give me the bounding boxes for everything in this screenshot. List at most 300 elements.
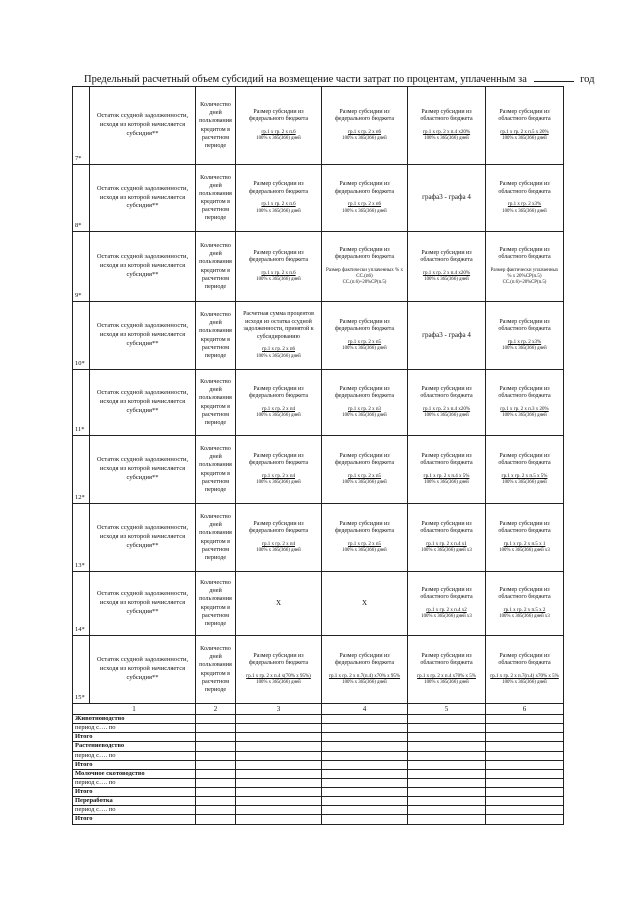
cell-col-3 <box>236 87 322 165</box>
cell-caption: Размер субсидии из федерального бюджета <box>248 520 309 535</box>
summary-cell <box>408 806 486 815</box>
cell-text: графа3 - графа 4 <box>422 193 471 202</box>
summary-cell <box>236 806 322 815</box>
formula-denominator: 100% х 365(366) дней <box>424 413 469 419</box>
cell-caption: Размер субсидии из областного бюджета <box>498 586 551 601</box>
formula-numerator: гр.1 х гр. 2 х3% <box>507 202 542 208</box>
cell-formula <box>238 202 319 214</box>
cell-caption: Размер субсидии из федерального бюджета <box>334 318 395 333</box>
formula-numerator: гр.1 х гр. 2 х п6 <box>347 129 382 135</box>
formula-denominator: 100% х 365(366) дней <box>342 208 387 214</box>
days-label: Количество дней пользования кредитом в расчетном периоде <box>199 173 232 222</box>
cell-formula <box>238 347 319 359</box>
cell-formula <box>488 268 561 286</box>
col-number-6: 6 <box>486 704 564 715</box>
summary-cell <box>408 715 486 724</box>
cell-col-4 <box>322 572 408 636</box>
ostatok-label: Остаток ссудной задолженности, исходя из которой начисляется субсидия** <box>96 322 189 347</box>
cell-col-3 <box>236 302 322 370</box>
summary-cell <box>322 724 408 733</box>
col-number-2: 2 <box>196 704 236 715</box>
formula-denominator: 100% х 365(366) дней <box>256 277 301 283</box>
formula-numerator: гр.1 х гр. 2 х п.6 <box>261 270 296 276</box>
cell-formula <box>410 407 483 419</box>
formula-numerator: гр.1 х гр. 2 х п.6 <box>261 129 296 135</box>
summary-cell <box>236 760 322 769</box>
cell-col-6 <box>486 87 564 165</box>
summary-label: период с…. по <box>73 778 196 787</box>
summary-row <box>73 715 564 724</box>
cell-days <box>196 232 236 302</box>
formula-numerator: гр.1 х гр. 2 х п.4 х1 <box>426 541 467 547</box>
cell-formula <box>410 130 483 142</box>
title-text: Предельный расчетный объем субсидий на возмещение части затрат по процентам, уплаченным за <box>84 74 527 85</box>
cell-caption: Размер субсидии из областного бюджета <box>498 452 551 467</box>
cell-text: Х <box>361 598 368 607</box>
row-number: 12* <box>73 436 90 504</box>
cell-col-3 <box>236 232 322 302</box>
cell-col-6 <box>486 302 564 370</box>
formula-denominator: 100% х 365(366) дней <box>256 548 301 554</box>
formula-numerator: гр.1 х гр. 2 х п.7(п.4) х70% х 5% <box>490 673 559 679</box>
summary-row <box>73 778 564 787</box>
formula-numerator: гр.1 х гр. 2 х п.4 х20% <box>422 129 471 135</box>
summary-cell <box>196 751 236 760</box>
formula-denominator: 100% х 365(366) дней <box>502 480 547 486</box>
row-number: 10* <box>73 302 90 370</box>
cell-formula <box>324 674 405 686</box>
formula-numerator: гр.1 х гр. 2 х п5 <box>347 541 382 547</box>
cell-caption: Размер субсидии из федерального бюджета <box>248 249 309 264</box>
cell-formula <box>488 542 561 554</box>
formula-denominator: 100% х 365(366) дней <box>502 346 547 352</box>
summary-cell <box>322 797 408 806</box>
cell-caption: Размер субсидии из областного бюджета <box>498 246 551 261</box>
cell-caption: Размер субсидии из федерального бюджета <box>248 385 309 400</box>
row-number: 9* <box>73 232 90 302</box>
days-label: Количество дней пользования кредитом в расчетном периоде <box>199 445 232 493</box>
formula-denominator: 100% х 365(366) дней <box>342 413 387 419</box>
summary-cell <box>322 778 408 787</box>
summary-cell <box>322 742 408 751</box>
summary-row <box>73 760 564 769</box>
cell-col-5 <box>408 436 486 504</box>
cell-ostatok <box>90 302 196 370</box>
row-number: 8* <box>73 165 90 232</box>
formula-numerator: гр.1 х гр. 2 х п.4 х 5% <box>423 473 470 479</box>
cell-formula <box>238 674 319 686</box>
cell-days <box>196 636 236 704</box>
table-row <box>73 572 564 636</box>
ostatok-label: Остаток ссудной задолженности, исходя из которой начисляется субсидия** <box>96 389 189 414</box>
row-number: 14* <box>73 572 90 636</box>
cell-formula <box>410 271 483 283</box>
summary-cell <box>322 769 408 778</box>
formula-denominator: СС.(п.6)+20%СР(п.5) <box>502 280 547 286</box>
summary-label: Растениеводство <box>73 742 196 751</box>
cell-ostatok <box>90 165 196 232</box>
summary-row <box>73 724 564 733</box>
ostatok-label: Остаток ссудной задолженности, исходя из которой начисляется субсидия** <box>96 656 189 681</box>
cell-col-4 <box>322 436 408 504</box>
title-suffix: год <box>580 74 595 85</box>
cell-formula <box>488 340 561 352</box>
formula-denominator: 100% х 365(366) дней <box>342 548 387 554</box>
summary-cell <box>486 742 564 751</box>
formula-numerator: гр.1 х гр. 2 х п.5 х 20% <box>500 129 549 135</box>
cell-caption: Размер субсидии из федерального бюджета <box>334 452 395 467</box>
cell-caption: Размер субсидии из областного бюджета <box>420 452 473 467</box>
summary-cell <box>236 769 322 778</box>
cell-caption: Размер субсидии из федерального бюджета <box>248 108 309 123</box>
formula-numerator: гр.1 х гр. 2 х п.5 х 1 <box>503 541 546 547</box>
cell-col-6 <box>486 572 564 636</box>
formula-denominator: 100% х 365(366) дней <box>256 136 301 142</box>
summary-cell <box>408 742 486 751</box>
formula-numerator: гр.1 х гр. 2 х п.4 х70% х 5% <box>417 673 476 679</box>
cell-formula <box>238 130 319 142</box>
row-number: 13* <box>73 504 90 572</box>
summary-cell <box>236 788 322 797</box>
cell-caption: Размер субсидии из областного бюджета <box>498 108 551 123</box>
cell-col-4 <box>322 232 408 302</box>
summary-cell <box>236 724 322 733</box>
summary-cell <box>236 715 322 724</box>
cell-caption: Размер субсидии из областного бюджета <box>498 318 551 333</box>
summary-cell <box>486 715 564 724</box>
summary-cell <box>196 724 236 733</box>
formula-denominator: 100% х 365(366) дней <box>256 208 301 214</box>
cell-formula <box>238 474 319 486</box>
formula-denominator: 100% х 365(366) дней <box>424 136 469 142</box>
formula-numerator: гр.1 х гр. 2 х п4 <box>261 473 296 479</box>
cell-formula <box>324 542 405 554</box>
summary-cell <box>322 788 408 797</box>
cell-col-4 <box>322 636 408 704</box>
cell-col-6 <box>486 165 564 232</box>
cell-caption: Размер субсидии из федерального бюджета <box>248 452 309 467</box>
formula-denominator: 100% х 365(366) дней <box>256 680 301 686</box>
cell-col-3 <box>236 165 322 232</box>
col-number-4: 4 <box>322 704 408 715</box>
cell-col-4 <box>322 165 408 232</box>
cell-formula <box>324 340 405 352</box>
cell-formula <box>410 608 483 620</box>
ostatok-label: Остаток ссудной задолженности, исходя из которой начисляется субсидия** <box>96 112 189 137</box>
formula-numerator: гр.1 х гр. 2 х п.3 х 20% <box>500 406 549 412</box>
cell-col-5 <box>408 572 486 636</box>
summary-row <box>73 806 564 815</box>
days-label: Количество дней пользования кредитом в расчетном периоде <box>199 579 232 627</box>
cell-days <box>196 370 236 436</box>
ostatok-label: Остаток ссудной задолженности, исходя из которой начисляется субсидия** <box>96 456 189 481</box>
cell-col-5 <box>408 165 486 232</box>
summary-label: период с…. по <box>73 806 196 815</box>
cell-text: графа3 - графа 4 <box>422 330 471 339</box>
cell-col-5 <box>408 504 486 572</box>
cell-days <box>196 87 236 165</box>
summary-label: Молочное скотоводство <box>73 769 196 778</box>
formula-numerator: гр.1 х гр. 2 х3% <box>507 339 542 345</box>
cell-formula <box>488 474 561 486</box>
summary-cell <box>486 778 564 787</box>
summary-cell <box>486 797 564 806</box>
formula-numerator: гр.1 х гр. 2 х п5 <box>347 339 382 345</box>
cell-col-6 <box>486 436 564 504</box>
formula-numerator: гр.1 х гр. 2 х п.5 х 5% <box>501 473 548 479</box>
cell-formula <box>488 130 561 142</box>
cell-caption: Размер субсидии из федерального бюджета <box>248 181 309 195</box>
cell-col-5 <box>408 232 486 302</box>
formula-denominator: 100% х 365(366) дней <box>502 680 547 686</box>
formula-denominator: 100% х 365(366) дней <box>424 277 469 283</box>
summary-cell <box>236 797 322 806</box>
cell-col-3 <box>236 636 322 704</box>
summary-cell <box>196 715 236 724</box>
cell-formula <box>324 474 405 486</box>
summary-cell <box>486 724 564 733</box>
cell-formula <box>324 202 405 214</box>
summary-cell <box>408 724 486 733</box>
cell-col-3 <box>236 572 322 636</box>
cell-ostatok <box>90 504 196 572</box>
summary-label: период с…. по <box>73 751 196 760</box>
formula-denominator: 100% х 365(366) дней <box>342 680 387 686</box>
cell-days <box>196 436 236 504</box>
cell-col-6 <box>486 636 564 704</box>
cell-col-6 <box>486 370 564 436</box>
cell-caption: Размер субсидии из федерального бюджета <box>334 520 395 535</box>
formula-denominator: 100% х 365(366) дней <box>502 413 547 419</box>
formula-denominator: 100% х 365(366) дней <box>342 346 387 352</box>
summary-cell <box>322 815 408 824</box>
summary-label: Итого <box>73 760 196 769</box>
cell-ostatok <box>90 436 196 504</box>
formula-numerator: гр.1 х гр. 2 х п.4 х2 <box>426 607 467 613</box>
cell-caption: Размер субсидии из областного бюджета <box>420 249 473 264</box>
summary-cell <box>322 760 408 769</box>
ostatok-label: Остаток ссудной задолженности, исходя из которой начисляется субсидия** <box>96 184 189 210</box>
formula-numerator: гр.1 х гр. 2 х п.4 х(70% х 95%) <box>246 673 311 679</box>
summary-label: Животноводство <box>73 715 196 724</box>
summary-cell <box>236 742 322 751</box>
summary-label: Итого <box>73 815 196 824</box>
table-row <box>73 436 564 504</box>
cell-formula <box>324 268 405 286</box>
cell-formula <box>488 674 561 686</box>
cell-caption: Размер субсидии из областного бюджета <box>420 108 473 123</box>
formula-numerator: гр.1 х гр. 2 х п4 <box>261 541 296 547</box>
summary-row <box>73 769 564 778</box>
cell-formula <box>410 474 483 486</box>
cell-caption: Размер субсидии из областного бюджета <box>420 652 473 667</box>
cell-caption: Размер субсидии из областного бюджета <box>498 652 551 667</box>
cell-caption: Размер субсидии из федерального бюджета <box>248 652 309 667</box>
cell-formula <box>488 407 561 419</box>
days-label: Количество дней пользования кредитом в расчетном периоде <box>199 101 232 149</box>
row-number: 7* <box>73 87 90 165</box>
table-row <box>73 302 564 370</box>
ostatok-label: Остаток ссудной задолженности, исходя из которой начисляется субсидия** <box>96 524 189 549</box>
summary-row <box>73 788 564 797</box>
days-label: Количество дней пользования кредитом в расчетном периоде <box>199 378 232 426</box>
formula-numerator: Размер фактически уплаченных % х 20%СР(п.5) <box>490 267 559 279</box>
summary-cell <box>486 751 564 760</box>
cell-col-5 <box>408 302 486 370</box>
formula-denominator: 100% х 365(366) дней <box>256 353 301 359</box>
cell-ostatok <box>90 636 196 704</box>
summary-cell <box>322 733 408 742</box>
summary-row <box>73 751 564 760</box>
summary-cell <box>408 778 486 787</box>
cell-caption: Размер субсидии из федерального бюджета <box>334 385 395 400</box>
formula-numerator: гр.1 х гр. 2 х п3 <box>347 406 382 412</box>
formula-denominator: 100% х 365(366) дней х3 <box>499 614 550 620</box>
table-row <box>73 232 564 302</box>
cell-formula <box>238 542 319 554</box>
col-number-5: 5 <box>408 704 486 715</box>
cell-formula <box>410 674 483 686</box>
cell-caption: Размер субсидии из федерального бюджета <box>334 246 395 261</box>
summary-cell <box>236 815 322 824</box>
summary-cell <box>486 806 564 815</box>
cell-col-3 <box>236 436 322 504</box>
cell-formula <box>324 407 405 419</box>
cell-caption: Размер субсидии из федерального бюджета <box>334 108 395 123</box>
formula-denominator: 100% х 365(366) дней х3 <box>421 548 472 554</box>
formula-denominator: 100% х 365(366) дней <box>424 480 469 486</box>
summary-cell <box>322 806 408 815</box>
summary-cell <box>486 815 564 824</box>
summary-cell <box>408 797 486 806</box>
summary-cell <box>322 751 408 760</box>
cell-text: Х <box>275 598 282 607</box>
summary-cell <box>408 815 486 824</box>
row-number: 11* <box>73 370 90 436</box>
days-label: Количество дней пользования кредитом в расчетном периоде <box>199 311 232 359</box>
cell-caption: Размер субсидии из областного бюджета <box>498 520 551 535</box>
summary-label: Переработка <box>73 797 196 806</box>
ostatok-label: Остаток ссудной задолженности, исходя из которой начисляется субсидия** <box>96 253 189 278</box>
cell-col-3 <box>236 370 322 436</box>
cell-days <box>196 504 236 572</box>
cell-col-4 <box>322 370 408 436</box>
summary-cell <box>196 778 236 787</box>
summary-cell <box>408 760 486 769</box>
summary-cell <box>236 778 322 787</box>
formula-denominator: 100% х 365(366) дней х3 <box>421 614 472 620</box>
cell-caption: Размер субсидии из областного бюджета <box>420 586 473 601</box>
summary-label: Итого <box>73 733 196 742</box>
cell-days <box>196 302 236 370</box>
cell-formula <box>488 608 561 620</box>
cell-ostatok <box>90 370 196 436</box>
formula-numerator: гр.1 х гр. 2 х п5 <box>347 473 382 479</box>
table-row <box>73 504 564 572</box>
summary-cell <box>196 815 236 824</box>
page-title <box>84 74 594 85</box>
summary-row <box>73 742 564 751</box>
cell-ostatok <box>90 572 196 636</box>
formula-numerator: гр.1 х гр. 2 х п6 <box>261 347 296 353</box>
col-number-3: 3 <box>236 704 322 715</box>
cell-caption: Размер субсидии из областного бюджета <box>420 520 473 535</box>
cell-formula <box>410 542 483 554</box>
summary-cell <box>408 733 486 742</box>
summary-cell <box>322 715 408 724</box>
formula-numerator: гр.1 х гр. 2 х п.4 х20% <box>422 270 471 276</box>
table-row <box>73 165 564 232</box>
cell-col-6 <box>486 504 564 572</box>
summary-row <box>73 733 564 742</box>
summary-cell <box>408 751 486 760</box>
summary-label: период с…. по <box>73 724 196 733</box>
formula-numerator: гр.1 х гр. 2 х п4 <box>261 406 296 412</box>
summary-cell <box>196 788 236 797</box>
ostatok-label: Остаток ссудной задолженности, исходя из которой начисляется субсидия** <box>96 590 189 615</box>
cell-days <box>196 165 236 232</box>
cell-col-4 <box>322 87 408 165</box>
column-numbers-row <box>73 704 564 715</box>
cell-col-5 <box>408 636 486 704</box>
row-number: 15* <box>73 636 90 704</box>
formula-numerator: гр.1 х гр. 2 х п.7(п.4) х70% х 95% <box>328 673 401 679</box>
summary-row <box>73 797 564 806</box>
cell-formula <box>238 407 319 419</box>
col-number-1: 1 <box>73 704 196 715</box>
days-label: Количество дней пользования кредитом в расчетном периоде <box>199 645 232 693</box>
formula-denominator: СС.(п.6)+20%СР(п.5) <box>342 280 387 286</box>
formula-numerator: Размер фактически уплаченных % х СС.(п6) <box>326 267 403 279</box>
summary-row <box>73 815 564 824</box>
cell-ostatok <box>90 87 196 165</box>
summary-cell <box>236 751 322 760</box>
cell-caption: Размер субсидии из областного бюджета <box>498 181 551 195</box>
summary-cell <box>196 797 236 806</box>
cell-caption: Расчетная сумма процентов исходя из остатка ссудной задолженности, принятой к субсидированию <box>243 311 314 340</box>
cell-caption: Размер субсидии из федерального бюджета <box>334 181 395 195</box>
cell-col-5 <box>408 87 486 165</box>
cell-caption: Размер субсидии из областного бюджета <box>420 385 473 400</box>
cell-caption: Размер субсидии из областного бюджета <box>498 385 551 400</box>
cell-col-4 <box>322 302 408 370</box>
cell-col-4 <box>322 504 408 572</box>
formula-numerator: гр.1 х гр. 2 х п6 <box>347 202 382 208</box>
formula-numerator: гр.1 х гр. 2 х п.6 <box>261 202 296 208</box>
summary-cell <box>408 769 486 778</box>
table-row <box>73 370 564 436</box>
formula-denominator: 100% х 365(366) дней <box>502 136 547 142</box>
formula-denominator: 100% х 365(366) дней <box>256 480 301 486</box>
cell-caption: Размер субсидии из федерального бюджета <box>334 652 395 667</box>
cell-ostatok <box>90 232 196 302</box>
summary-cell <box>196 760 236 769</box>
summary-cell <box>196 733 236 742</box>
cell-col-6 <box>486 232 564 302</box>
days-label: Количество дней пользования кредитом в расчетном периоде <box>199 513 232 561</box>
formula-denominator: 100% х 365(366) дней <box>342 480 387 486</box>
formula-denominator: 100% х 365(366) дней <box>502 208 547 214</box>
formula-denominator: 100% х 365(366) дней <box>424 680 469 686</box>
formula-numerator: гр.1 х гр. 2 х п.4 х20% <box>422 406 471 412</box>
summary-cell <box>196 742 236 751</box>
cell-formula <box>238 271 319 283</box>
days-label: Количество дней пользования кредитом в расчетном периоде <box>199 242 232 290</box>
summary-cell <box>486 733 564 742</box>
formula-denominator: 100% х 365(366) дней <box>256 413 301 419</box>
cell-col-5 <box>408 370 486 436</box>
summary-cell <box>196 769 236 778</box>
